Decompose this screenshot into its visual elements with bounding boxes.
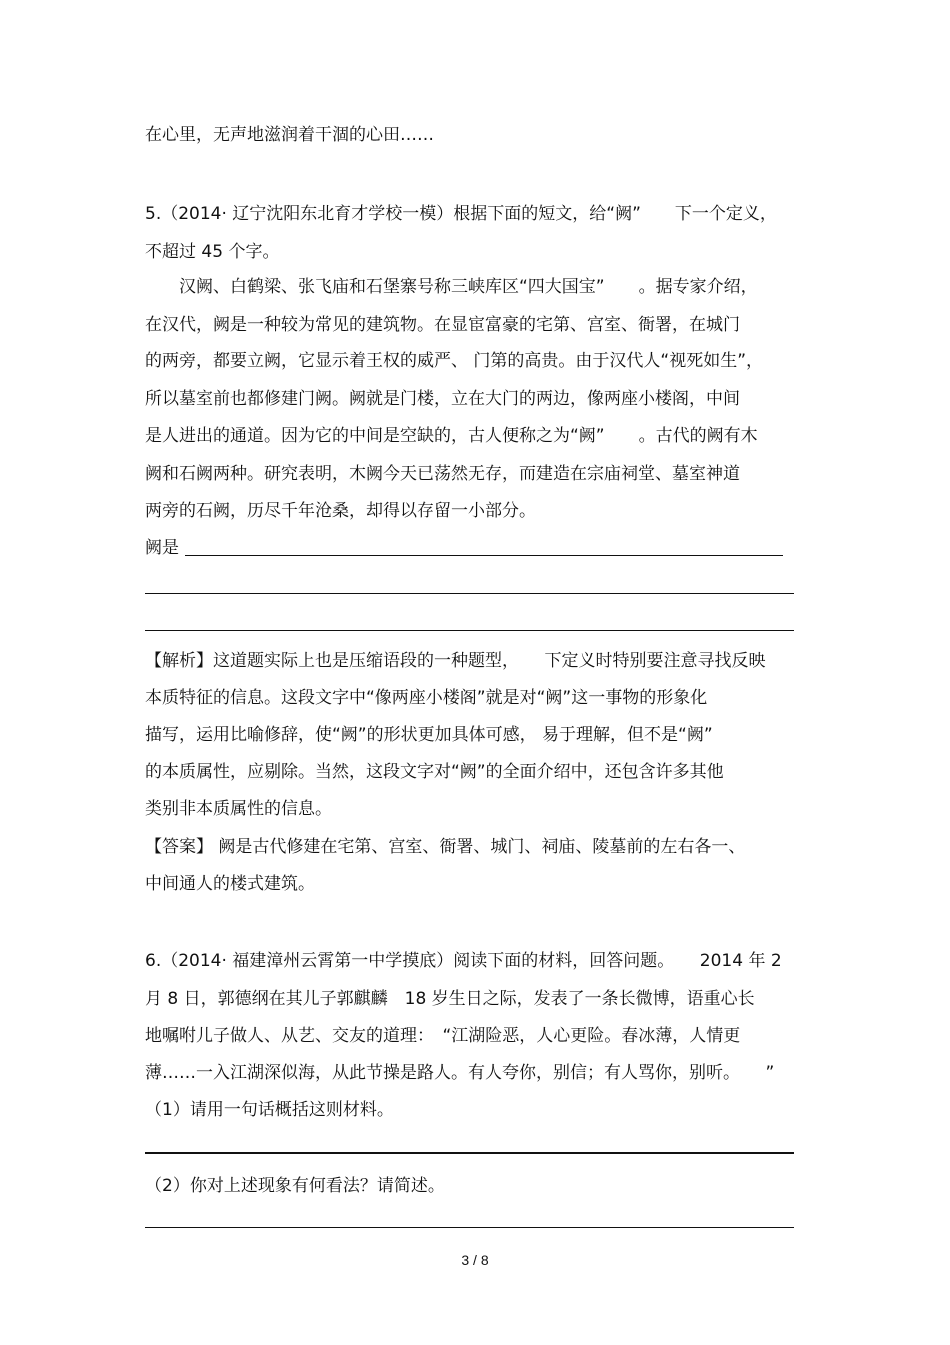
q5-passage-line: 的两旁，都要立阙，它显示着王权的威严、 门第的高贵。由于汉代人“视死如生”， xyxy=(145,351,764,371)
q5-passage-line: 汉阙、白鹤梁、张飞庙和石堡寨号称三峡库区“四大国宝” 。据专家介绍， xyxy=(145,277,758,297)
q5-stem-line-2: 不超过 45 个字。 xyxy=(145,242,280,262)
q6-stem-line: 地嘱咐儿子做人、从艺、交友的道理： “江湖险恶，人心更险。春冰薄，人情更 xyxy=(145,1026,741,1046)
page-number: 3 / 8 xyxy=(461,1252,489,1268)
q5-analysis-line: 的本质属性，应剔除。当然，这段文字对“阙”的全面介绍中，还包含许多其他 xyxy=(145,762,724,782)
answer-blank-line[interactable] xyxy=(145,593,794,594)
q5-passage-line: 两旁的石阙，历尽千年沧桑，却得以存留一小部分。 xyxy=(145,501,536,521)
q5-analysis-line: 描写，运用比喻修辞，使“阙”的形状更加具体可感， 易于理解，但不是“阙” xyxy=(145,725,713,745)
q6-subquestion-1: （1）请用一句话概括这则材料。 xyxy=(145,1100,394,1120)
q5-passage-line: 所以墓室前也都修建门阙。阙就是门楼，立在大门的两边，像两座小楼阁，中间 xyxy=(145,389,740,409)
q5-answer-line: 【答案】 阙是古代修建在宅第、宫室、衙署、城门、祠庙、陵墓前的左右各一、 xyxy=(145,837,746,857)
answer-blank-line[interactable] xyxy=(145,1152,794,1154)
intro-text: 在心里，无声地滋润着干涸的心田…… xyxy=(145,125,434,145)
q5-analysis-line: 本质特征的信息。这段文字中“像两座小楼阁”就是对“阙”这一事物的形象化 xyxy=(145,688,708,708)
q6-subquestion-2: （2）你对上述现象有何看法？请简述。 xyxy=(145,1176,445,1196)
q6-stem-line: 6.（2014· 福建漳州云霄第一中学摸底）阅读下面的材料，回答问题。 2014 年 2 xyxy=(145,951,782,971)
answer-blank-line[interactable] xyxy=(185,555,783,556)
q5-analysis-line: 类别非本质属性的信息。 xyxy=(145,799,332,819)
q5-stem-line-1: 5.（2014· 辽宁沈阳东北育才学校一模）根据下面的短文，给“阙” 下一个定义， xyxy=(145,204,777,224)
q5-passage-line: 阙和石阙两种。研究表明，木阙今天已荡然无存，而建造在宗庙祠堂、墓室神道 xyxy=(145,464,740,484)
q5-answer-prompt: 阙是 xyxy=(145,538,179,558)
q5-passage-line: 在汉代，阙是一种较为常见的建筑物。在显宦富豪的宅第、宫室、衙署，在城门 xyxy=(145,315,740,335)
q5-answer-line: 中间通人的楼式建筑。 xyxy=(145,874,315,894)
answer-blank-line[interactable] xyxy=(145,1227,794,1228)
q5-analysis-line: 【解析】这道题实际上也是压缩语段的一种题型， 下定义时特别要注意寻找反映 xyxy=(145,651,766,671)
q6-stem-line: 月 8 日，郭德纲在其儿子郭麒麟 18 岁生日之际，发表了一条长微博，语重心长 xyxy=(145,989,755,1009)
answer-blank-line[interactable] xyxy=(145,630,794,631)
q6-stem-line: 薄……一入江湖深似海，从此节操是路人。有人夸你，别信；有人骂你，别听。 ” xyxy=(145,1063,775,1083)
q5-passage-line: 是人进出的通道。因为它的中间是空缺的，古人便称之为“阙” 。古代的阙有木 xyxy=(145,426,758,446)
